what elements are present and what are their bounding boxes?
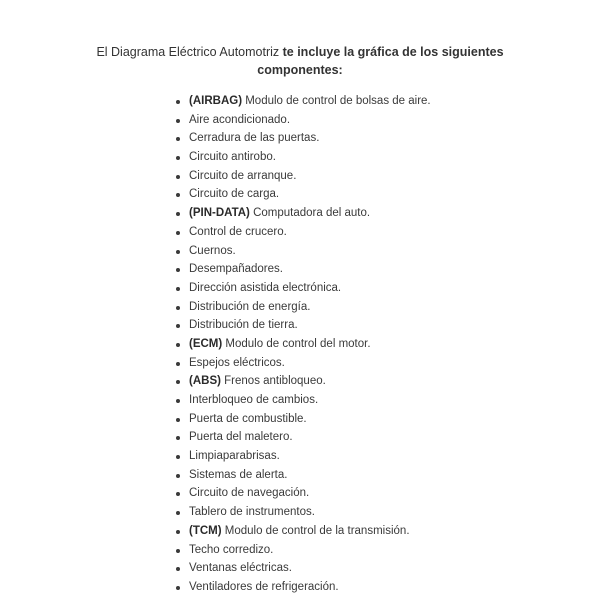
list-item-text: Ventanas eléctricas. — [189, 562, 292, 575]
list-item — [176, 298, 431, 317]
bullet-icon — [176, 362, 180, 366]
list-item — [176, 391, 431, 410]
bullet-icon — [176, 119, 180, 123]
bullet-icon — [176, 193, 180, 197]
bullet-icon — [176, 100, 180, 104]
list-item — [176, 279, 431, 298]
list-item-text: Control de crucero. — [189, 225, 287, 238]
bullet-icon — [176, 156, 180, 160]
list-item — [176, 260, 431, 279]
bullet-icon — [176, 268, 180, 272]
bullet-icon — [176, 492, 180, 496]
list-item — [176, 447, 431, 466]
list-item-text: Circuito de arranque. — [189, 169, 297, 182]
bullet-icon — [176, 175, 180, 179]
bullet-icon — [176, 549, 180, 553]
bullet-icon — [176, 530, 180, 534]
list-item — [176, 223, 431, 242]
bullet-icon — [176, 511, 180, 515]
list-item — [176, 335, 431, 354]
list-item — [176, 578, 431, 597]
list-item-abbreviation: (PIN-DATA) — [189, 207, 250, 220]
intro-heading-line1 — [0, 43, 600, 61]
list-item-abbreviation: (AIRBAG) — [189, 95, 243, 107]
list-item — [176, 242, 431, 261]
bullet-icon — [176, 287, 180, 291]
list-item — [176, 148, 431, 167]
list-item-text: Modulo de control del motor. — [222, 337, 371, 350]
bullet-icon — [176, 231, 180, 235]
bullet-icon — [176, 455, 180, 459]
list-item-text: Sistemas de alerta. — [189, 468, 288, 481]
list-item — [176, 559, 431, 578]
list-item-abbreviation: (TCM) — [189, 524, 222, 537]
bullet-icon — [176, 306, 180, 310]
list-item — [176, 185, 431, 204]
bullet-icon — [176, 399, 180, 403]
intro-heading-bold-2: componentes: — [257, 63, 343, 77]
intro-heading-normal: El Diagrama Eléctrico Automotriz — [96, 45, 283, 59]
list-item-text: Interbloqueo de cambios. — [189, 394, 319, 406]
list-item-abbreviation: (ABS) — [189, 375, 221, 388]
list-item — [176, 129, 431, 148]
list-item-text: Distribución de tierra. — [189, 319, 298, 332]
list-item — [176, 410, 431, 429]
list-item-text: Computadora del auto. — [249, 207, 371, 220]
bullet-icon — [176, 212, 180, 216]
list-item — [176, 484, 431, 503]
list-item — [176, 503, 431, 522]
list-item-text: Ventiladores de refrigeración. — [189, 580, 339, 593]
list-item-text: Aire acondicionado. — [189, 113, 291, 126]
list-item — [176, 541, 431, 560]
list-item-text: Dirección asistida electrónica. — [189, 281, 342, 294]
list-item — [176, 466, 431, 485]
list-item-text: Circuito de navegación. — [189, 487, 310, 500]
intro-heading — [0, 43, 600, 79]
bullet-icon — [176, 586, 180, 590]
list-item-text: Limpiaparabrisas. — [189, 450, 280, 463]
list-item — [176, 354, 431, 373]
list-item — [176, 92, 431, 111]
bullet-icon — [176, 343, 180, 347]
bullet-icon — [176, 137, 180, 141]
list-item — [176, 111, 431, 130]
list-item — [176, 428, 431, 447]
component-list — [176, 92, 431, 597]
list-item-text: Puerta del maletero. — [189, 431, 293, 444]
bullet-icon — [176, 250, 180, 254]
list-item-text: Espejos eléctricos. — [189, 356, 285, 369]
list-item-text: Tablero de instrumentos. — [189, 506, 315, 519]
intro-heading-bold-1: te incluye la gráfica de los siguientes — [282, 45, 504, 59]
list-item — [176, 167, 431, 186]
list-item-text: Cerradura de las puertas. — [189, 132, 320, 145]
list-item-text: Cuernos. — [189, 244, 236, 257]
list-item-text: Modulo de control de bolsas de aire. — [242, 95, 431, 107]
list-item-text: Puerta de combustible. — [189, 412, 307, 425]
list-item-text: Circuito antirobo. — [189, 151, 276, 164]
list-item-text: Frenos antibloqueo. — [220, 375, 326, 388]
list-item-text: Distribución de energía. — [189, 300, 311, 313]
list-item — [176, 372, 431, 391]
bullet-icon — [176, 380, 180, 384]
list-item-abbreviation: (ECM) — [189, 337, 223, 350]
list-item-text: Desempañadores. — [189, 263, 283, 276]
list-item-text: Techo corredizo. — [189, 543, 274, 556]
list-item — [176, 204, 431, 223]
bullet-icon — [176, 474, 180, 478]
bullet-icon — [176, 567, 180, 571]
bullet-icon — [176, 436, 180, 440]
list-item — [176, 522, 431, 541]
list-item-text: Modulo de control de la transmisión. — [221, 524, 410, 537]
bullet-icon — [176, 418, 180, 422]
list-item-text: Circuito de carga. — [189, 188, 280, 201]
list-item — [176, 316, 431, 335]
bullet-icon — [176, 324, 180, 328]
